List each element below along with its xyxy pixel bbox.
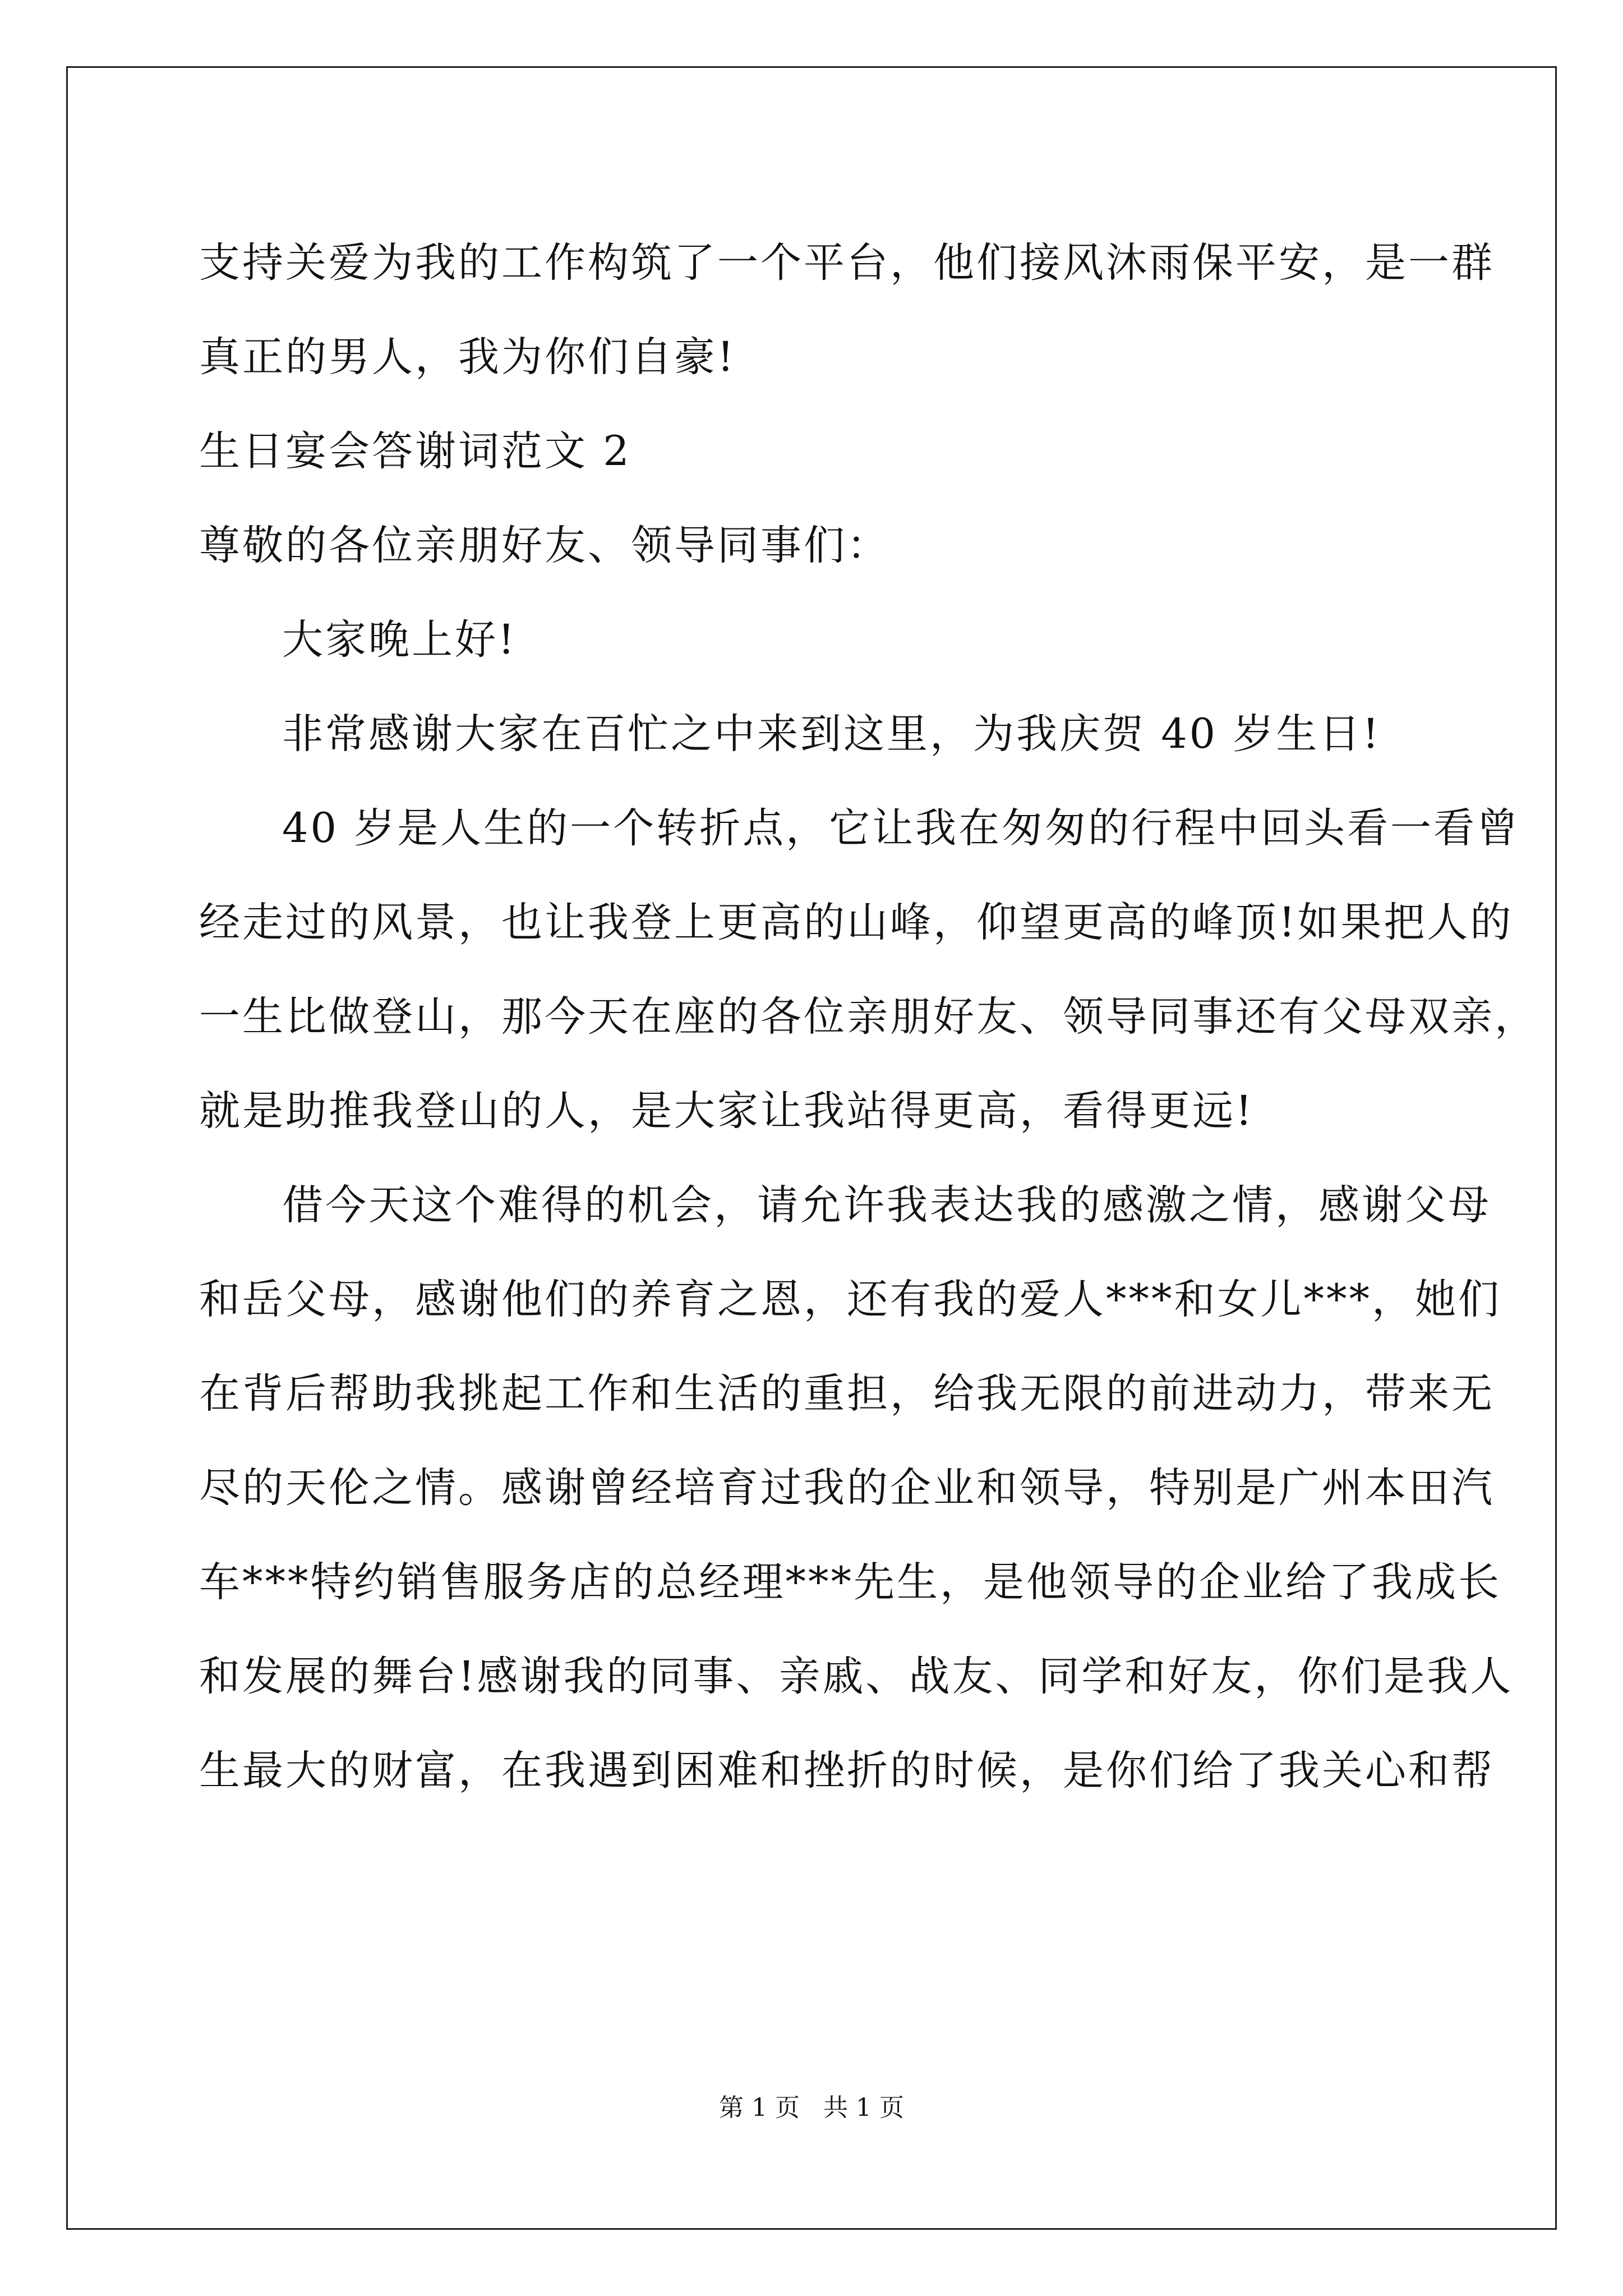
text-line: 就是助推我登山的人，是大家让我站得更高，看得更远! [199,1087,1255,1135]
document-body [199,216,1538,1818]
paragraph-start: 非常感谢大家在百忙之中来到这里，为我庆贺 40 岁生日! [282,710,1381,758]
text-line: 在背后帮助我挑起工作和生活的重担，给我无限的前进动力，带来无 [199,1370,1495,1418]
salutation: 尊敬的各位亲朋好友、领导同事们： [199,522,890,569]
page-number-footer: 第 1 页 共 1 页 [719,2093,904,2122]
paragraph-start: 40 岁是人生的一个转折点，它让我在匆匆的行程中回头看一看曾 [282,804,1520,852]
text-line: 一生比做登山，那今天在座的各位亲朋好友、领导同事还有父母双亲， [199,993,1538,1041]
text-line: 和发展的舞台!感谢我的同事、亲戚、战友、同学和好友，你们是我人 [199,1653,1514,1700]
text-line: 和岳父母，感谢他们的养育之恩，还有我的爱人***和女儿***，她们 [199,1276,1501,1323]
paragraph-start: 借今天这个难得的机会，请允许我表达我的感激之情，感谢父母 [282,1181,1491,1229]
text-line: 真正的男人，我为你们自豪! [199,333,736,381]
text-line: 尽的天伦之情。感谢曾经培育过我的企业和领导，特别是广州本田汽 [199,1464,1495,1512]
text-line: 经走过的风景，也让我登上更高的山峰，仰望更高的峰顶!如果把人的 [199,899,1514,946]
text-line: 生最大的财富，在我遇到困难和挫折的时候，是你们给了我关心和帮 [199,1747,1495,1795]
greeting: 大家晚上好! [282,616,517,664]
text-line: 支持关爱为我的工作构筑了一个平台，他们接风沐雨保平安，是一群 [199,239,1495,287]
section-heading: 生日宴会答谢词范文 2 [199,427,631,475]
text-line: 车***特约销售服务店的总经理***先生，是他领导的企业给了我成长 [199,1558,1501,1606]
